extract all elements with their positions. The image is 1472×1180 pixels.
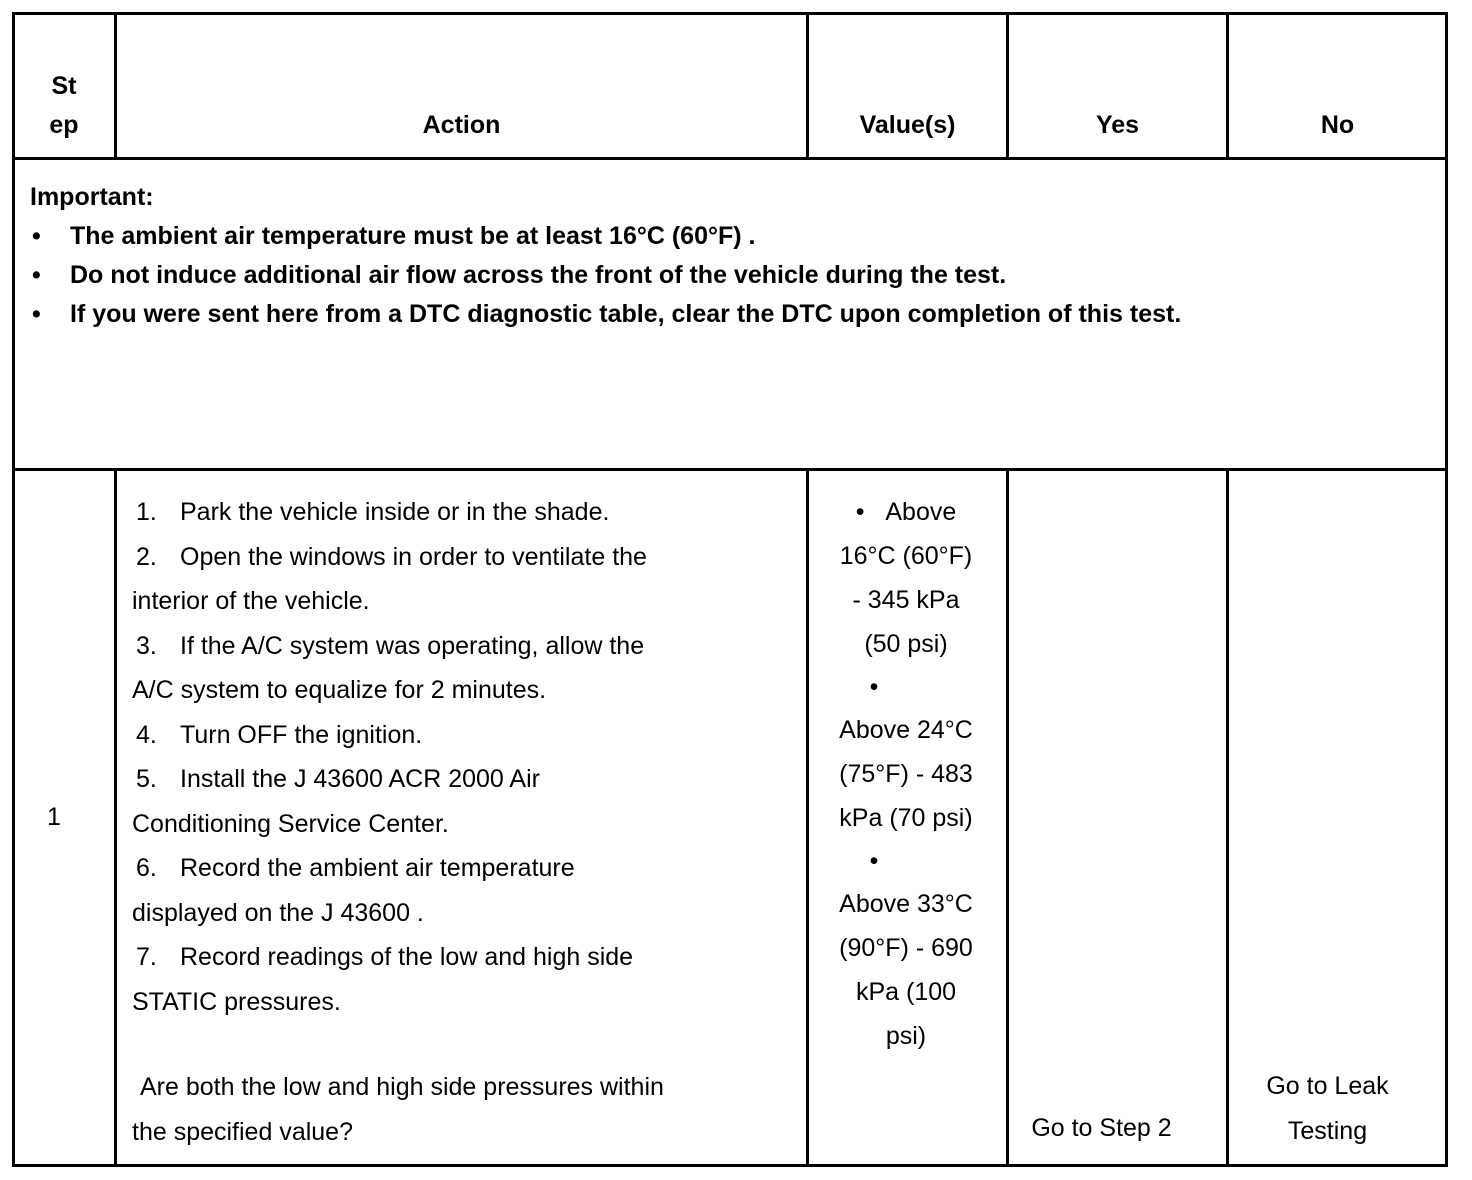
step-num: 1. bbox=[136, 498, 157, 526]
action-step bbox=[132, 713, 752, 758]
column-divider bbox=[1226, 470, 1229, 1167]
bullet-icon: • bbox=[32, 261, 41, 289]
step-text: Record readings of the low and high side bbox=[180, 943, 634, 971]
value-line: psi) bbox=[885, 1022, 927, 1050]
important-item bbox=[30, 295, 1430, 334]
step-text: If the A/C system was operating, allow the bbox=[180, 631, 645, 660]
bullet-icon: • bbox=[869, 673, 879, 701]
step-text: Turn OFF the ignition. bbox=[180, 720, 423, 749]
important-item-text: If you were sent here from a DTC diagnostic table, clear the DTC upon completion of this test. bbox=[70, 300, 1182, 328]
question-line1: Are both the low and high side pressures within bbox=[140, 1073, 664, 1101]
step-num: 5. bbox=[136, 765, 157, 793]
value-line: kPa (70 psi) bbox=[839, 804, 973, 832]
action-step bbox=[132, 490, 752, 535]
header-action: Action bbox=[422, 111, 501, 139]
row-divider bbox=[12, 157, 1448, 160]
important-title: Important: bbox=[30, 183, 154, 211]
value-line bbox=[808, 490, 1004, 534]
header-values: Value(s) bbox=[859, 111, 956, 139]
value-text: Above bbox=[885, 498, 957, 526]
action-step bbox=[132, 757, 752, 802]
value-line: (75°F) - 483 bbox=[839, 760, 973, 788]
value-line: Above 24°C bbox=[839, 716, 973, 744]
bullet-icon: • bbox=[855, 498, 865, 526]
action-step bbox=[132, 935, 752, 980]
step-text: Open the windows in order to ventilate the bbox=[180, 542, 647, 571]
value-line: Above 33°C bbox=[839, 890, 973, 918]
step-text: Install the J 43600 ACR 2000 Air bbox=[180, 765, 540, 793]
action-steps bbox=[132, 490, 752, 1154]
important-item-text: Do not induce additional air flow across the front of the vehicle during the test. bbox=[70, 261, 1007, 289]
action-step bbox=[132, 846, 752, 891]
step-continuation: interior of the vehicle. bbox=[132, 587, 370, 615]
step-num: 7. bbox=[136, 943, 157, 971]
bullet-icon: • bbox=[32, 300, 41, 328]
header-step bbox=[14, 67, 114, 145]
step-continuation: A/C system to equalize for 2 minutes. bbox=[132, 676, 547, 704]
step-number: 1 bbox=[47, 803, 61, 831]
header-no: No bbox=[1320, 111, 1355, 139]
step-num: 2. bbox=[136, 542, 157, 571]
step-continuation: Conditioning Service Center. bbox=[132, 809, 449, 838]
value-line: 16°C (60°F) bbox=[839, 542, 973, 570]
no-action-line1: Go to Leak bbox=[1266, 1072, 1389, 1100]
bullet-icon: • bbox=[869, 847, 879, 875]
action-step bbox=[132, 535, 752, 580]
column-divider bbox=[114, 470, 117, 1167]
step-continuation: STATIC pressures. bbox=[132, 987, 341, 1016]
bullet-icon: • bbox=[32, 222, 41, 250]
value-line: kPa (100 bbox=[855, 978, 957, 1006]
value-line: (90°F) - 690 bbox=[839, 934, 973, 962]
header-yes: Yes bbox=[1095, 111, 1140, 139]
question bbox=[132, 1065, 752, 1154]
value-line: - 345 kPa bbox=[852, 586, 960, 614]
important-list bbox=[30, 217, 1430, 334]
action-step bbox=[132, 624, 752, 669]
no-action-line2: Testing bbox=[1287, 1117, 1368, 1145]
step-continuation: displayed on the J 43600 . bbox=[132, 898, 424, 927]
important-notice bbox=[30, 178, 1430, 334]
question-line2: the specified value? bbox=[132, 1117, 353, 1146]
step-num: 6. bbox=[136, 854, 157, 882]
value-line: (50 psi) bbox=[864, 630, 948, 658]
values-cell bbox=[808, 490, 1004, 1058]
important-item bbox=[30, 217, 1430, 256]
important-item-text: The ambient air temperature must be at least 16°C (60°F) . bbox=[70, 222, 756, 250]
row-divider bbox=[12, 468, 1448, 471]
important-item bbox=[30, 256, 1430, 295]
yes-action: Go to Step 2 bbox=[1031, 1114, 1172, 1142]
step-num: 3. bbox=[136, 631, 157, 660]
step-text: Park the vehicle inside or in the shade. bbox=[180, 498, 610, 526]
no-action bbox=[1229, 1064, 1426, 1154]
step-text: Record the ambient air temperature bbox=[180, 854, 575, 882]
step-num: 4. bbox=[136, 720, 157, 749]
header-step-line2: ep bbox=[49, 111, 79, 139]
column-divider bbox=[1006, 470, 1009, 1167]
header-step-line1: St bbox=[51, 72, 77, 100]
